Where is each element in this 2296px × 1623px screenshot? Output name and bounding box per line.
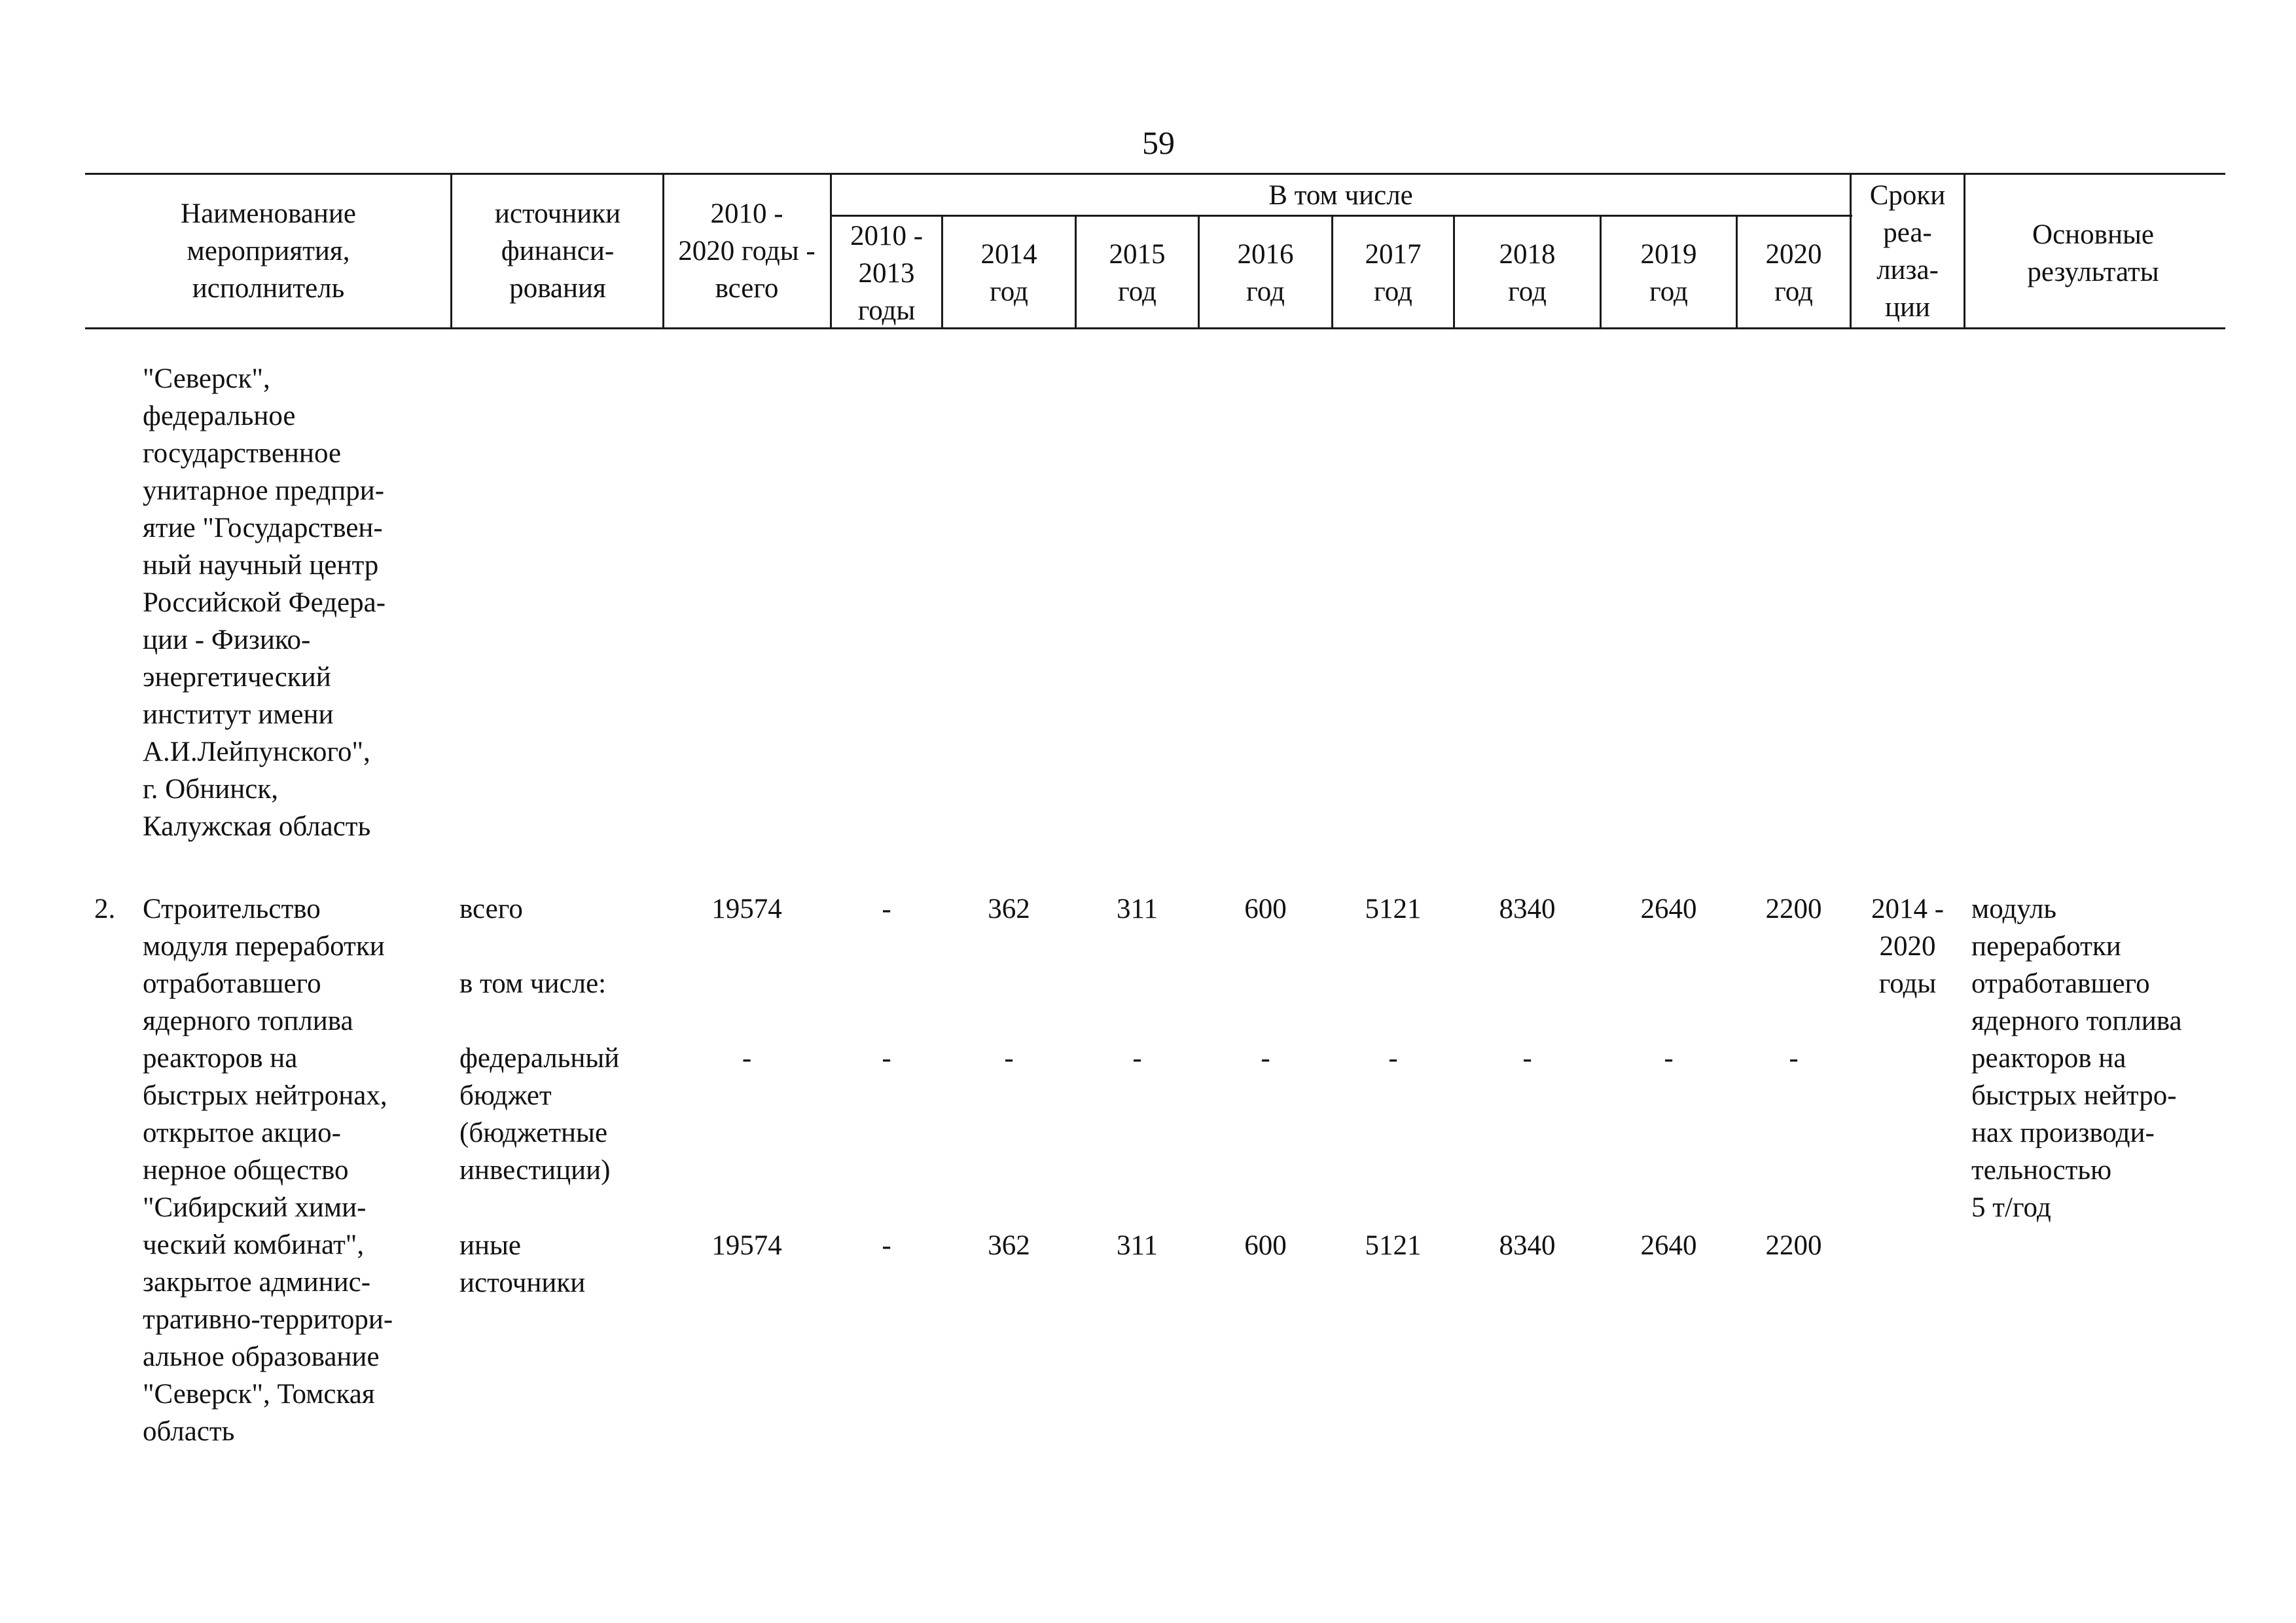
item-name: Строительство модуля переработки отработавшего ядерного топлива реакторов на быстрых нейтронах, открытое акцио- нерное общество "Сибирский хими- ческий комбинат", закрытое админис- тративно-территори- альное образование "Северск", Томская область — [143, 894, 393, 1447]
header-year-2010-2013: 2010 - 2013 годы — [850, 221, 924, 326]
item-number: 2. — [94, 894, 116, 924]
value-federal-all: - — [742, 1043, 752, 1074]
header-results: Основные результаты — [2027, 219, 2159, 287]
value-other-2016: 600 — [1244, 1230, 1287, 1261]
source-federal: федеральный бюджет (бюджетные инвестиции) — [459, 1043, 620, 1186]
header-year-2015: 2015 год — [1109, 239, 1166, 307]
value-other-all: 19574 — [711, 1230, 782, 1261]
header-total: 2010 - 2020 годы - всего — [678, 198, 816, 304]
source-total: всего — [459, 894, 523, 924]
source-other: иные источники — [459, 1230, 586, 1298]
value-total-all: 19574 — [711, 894, 782, 924]
divider-name — [450, 174, 452, 329]
value-total-2019: 2640 — [1640, 894, 1697, 924]
page-number: 59 — [1142, 124, 1175, 161]
value-other-2019: 2640 — [1640, 1230, 1697, 1261]
value-federal-2015: - — [1132, 1043, 1142, 1074]
value-total-2020: 2200 — [1765, 894, 1822, 924]
value-federal-2018: - — [1522, 1043, 1532, 1074]
value-other-2017: 5121 — [1365, 1230, 1422, 1261]
value-total-2018: 8340 — [1499, 894, 1556, 924]
value-other-2020: 2200 — [1765, 1230, 1822, 1261]
value-total-2016: 600 — [1244, 894, 1287, 924]
value-other-2018: 8340 — [1499, 1230, 1556, 1261]
main-results: модуль переработки отработавшего ядерного топлива реакторов на быстрых нейтро- нах производи- тельностью 5 т/год — [1971, 894, 2182, 1223]
value-total-2014: 362 — [988, 894, 1030, 924]
value-federal-2017: - — [1388, 1043, 1398, 1074]
value-federal-2010-2013: - — [882, 1043, 891, 1074]
header-year-2016: 2016 год — [1237, 239, 1294, 307]
source-including: в том числе: — [459, 968, 607, 999]
header-year-2018: 2018 год — [1499, 239, 1556, 307]
continuation-executor-text: "Северск", федеральное государственное унитарное предпри- ятие "Государствен- ный научный центр Российской Федера- ции - Физико- энергетический институт имени А.И.Лейпунского", г. Обнинск, Калужская область — [143, 363, 386, 842]
header-name: Наименование мероприятия, исполнитель — [181, 198, 356, 304]
value-federal-2019: - — [1664, 1043, 1674, 1074]
header-year-2017: 2017 год — [1365, 239, 1422, 307]
value-federal-2016: - — [1261, 1043, 1270, 1074]
value-total-2017: 5121 — [1365, 894, 1422, 924]
header-year-2020: 2020 год — [1765, 239, 1822, 307]
value-total-2010-2013: - — [882, 894, 891, 924]
header-source: источники финанси- рования — [494, 198, 621, 304]
header-bottom-rule — [85, 327, 2225, 329]
value-other-2010-2013: - — [882, 1230, 891, 1261]
group-bottom-rule — [831, 215, 1852, 217]
value-federal-2020: - — [1789, 1043, 1799, 1074]
value-other-2014: 362 — [988, 1230, 1030, 1261]
header-terms: Сроки реа- лиза- ции — [1869, 180, 1946, 323]
value-federal-2014: - — [1004, 1043, 1014, 1074]
value-other-2015: 311 — [1117, 1230, 1158, 1261]
implementation-terms: 2014 - 2020 годы — [1871, 894, 1945, 999]
value-total-2015: 311 — [1117, 894, 1158, 924]
header-group: В том числе — [1268, 180, 1413, 211]
header-year-2019: 2019 год — [1640, 239, 1697, 307]
header-top-rule — [85, 173, 2225, 175]
header-year-2014: 2014 год — [980, 239, 1037, 307]
